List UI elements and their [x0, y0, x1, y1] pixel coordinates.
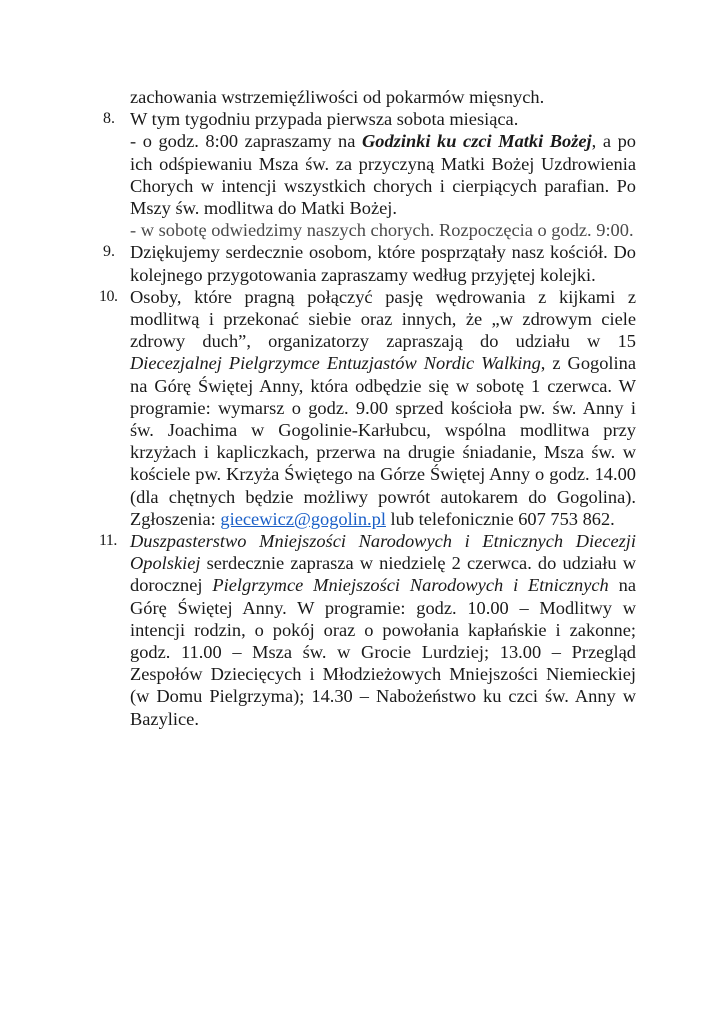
item-11-event-name: Pielgrzymce Mniejszości Narodowych i Etnicznych — [212, 575, 609, 596]
item-11-text-a: serdecznie zaprasza w niedzielę 2 czerwca. do udziału w dorocznej — [130, 553, 636, 596]
list-item-10 — [99, 286, 636, 530]
item-8-godzinki-title: Godzinki ku czci Matki Bożej — [362, 131, 592, 152]
item-11-text — [130, 530, 636, 730]
item-8-visit-sick: - w sobotę odwiedzimy naszych chorych. Rozpoczęcia o godz. 9:00. — [130, 220, 634, 241]
item-10-text-c: lub telefonicznie 607 753 862. — [385, 508, 615, 529]
item-11-text-b: na Górę Świętej Anny. W programie: godz. 10.00 – Modlitwy w intencji rodzin, o pokój oraz o powołania kapłańskie i zakonne; godz. 11.00 – Msza św. w Grocie Lurdziej; 13.00 – Przegląd Zespołów Dziecięcych i Młodzieżowych Mniejszości Niemieckiej (w Domu Pielgrzyma); 14.30 – Nabożeństwo ku czci św. Anny w Bazylice. — [130, 575, 636, 729]
item-9-text: Dziękujemy serdecznie osobom, które posprzątały nasz kościół. Do kolejnego przygotowania zapraszamy według przyjętej kolejki. — [130, 242, 636, 285]
item-number: 9. — [103, 243, 115, 261]
item-8-title: W tym tygodniu przypada pierwsza sobota miesiąca. — [130, 109, 519, 130]
list-item-9 — [103, 241, 636, 285]
list-item-8 — [103, 108, 636, 241]
email-link[interactable]: giecewicz@gogolin.pl — [220, 508, 386, 529]
intro-tail: zachowania wstrzemięźliwości od pokarmów mięsnych. — [130, 87, 545, 107]
item-10-text — [130, 286, 636, 530]
item-8-godzinki — [130, 130, 636, 219]
announcements-body — [99, 86, 636, 730]
list-item-11 — [99, 530, 636, 730]
item-8-sub1-suffix: , a po ich odśpiewaniu Msza św. za przyczyną Matki Bożej Uzdrowienia Chorych w intencji wszystkich chorych i cierpiących parafian. Po Mszy św. modlitwa do Matki Bożej. — [130, 131, 636, 219]
item-10-text-b: , z Gogolina na Górę Świętej Anny, która odbędzie się w sobotę 1 czerwca. W programie: wymarsz o godz. 9.00 sprzed kościoła pw. św. Anny i św. Joachima w Gogolinie-Karłubcu, wspólna modlitwa przy krzyżach i kapliczkach, przerwa na drugie śniadanie, Msza św. w kościele pw. Krzyża Świętego na Górze Świętej Anny o godz. 14.00 (dla chętnych będzie możliwy powrót autokarem do Gogolina). Zgłoszenia: — [130, 353, 636, 529]
item-8-sub1-prefix: - o godz. 8:00 zapraszamy na — [130, 131, 362, 152]
item-number: 8. — [103, 110, 115, 128]
item-11-organizer: Duszpasterstwo Mniejszości Narodowych i Etnicznych Diecezji Opolskiej — [130, 531, 636, 574]
item-10-text-a: Osoby, które pragną połączyć pasję wędrowania z kijkami z modlitwą i przekonać siebie oraz innych, że „w zdrowym ciele zdrowy duch”, organizatorzy zapraszają do udziału w 15 — [130, 286, 636, 352]
item-number: 10. — [99, 287, 118, 305]
item-number: 11. — [99, 532, 117, 550]
item-10-event-name: Diecezjalnej Pielgrzymce Entuzjastów Nordic Walking — [130, 353, 541, 374]
